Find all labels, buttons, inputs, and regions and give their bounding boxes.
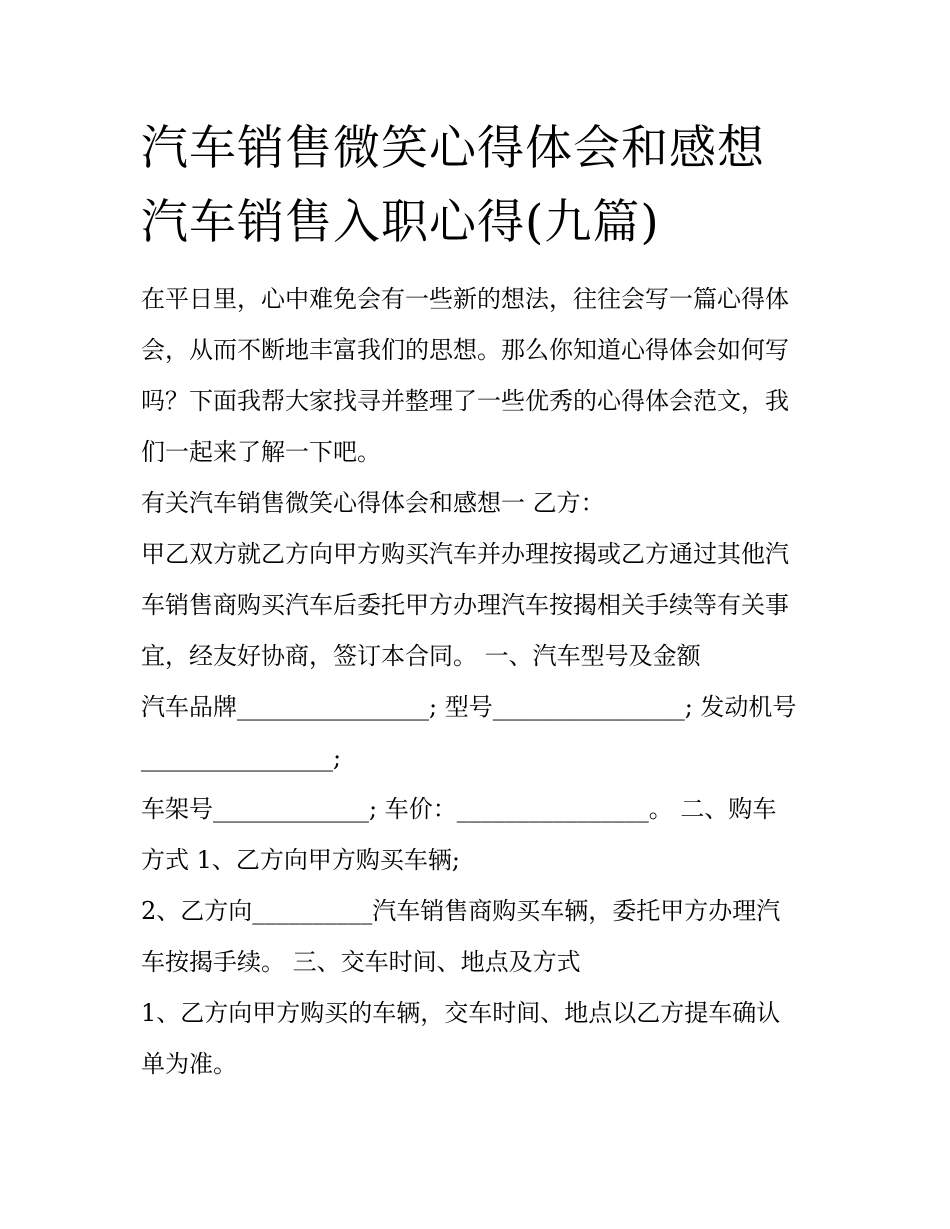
vehicle-info-paragraph <box>141 682 821 784</box>
section-heading <box>141 478 821 529</box>
delivery-line: 1、乙方向甲方购买的车辆，交车时间、地点以乙方提车确认 <box>141 999 781 1027</box>
contract-intro-paragraph <box>141 529 821 682</box>
frame-price-paragraph <box>141 784 821 886</box>
contract-intro-line: 宜，经友好协商，签订本合同。 一、汽车型号及金额 <box>141 642 701 670</box>
intro-line: 们一起来了解一下吧。 <box>141 438 381 466</box>
vehicle-info-line: ________________; <box>141 744 342 772</box>
document-page <box>141 112 821 1090</box>
intro-line: 吗？下面我帮大家找寻并整理了一些优秀的心得体会范文，我 <box>141 387 789 415</box>
dealer-purchase-paragraph <box>141 886 821 988</box>
vehicle-info-line: 汽车品牌________________; 型号________________; 发动机号 <box>141 693 797 721</box>
document-title-line-2: 汽车销售入职心得(九篇) <box>141 195 660 250</box>
intro-paragraph <box>141 274 821 478</box>
delivery-line: 单为准。 <box>141 1050 237 1078</box>
frame-price-line: 方式 1、乙方向甲方购买车辆; <box>141 846 460 874</box>
document-title-line-1: 汽车销售微笑心得体会和感想 <box>141 121 765 176</box>
delivery-paragraph <box>141 988 821 1090</box>
section-heading-text: 有关汽车销售微笑心得体会和感想一 乙方： <box>141 489 605 517</box>
contract-intro-line: 车销售商购买汽车后委托甲方办理汽车按揭相关手续等有关事 <box>141 591 789 619</box>
frame-price-line: 车架号_____________; 车价：________________。 二、购车 <box>141 795 777 823</box>
dealer-purchase-line: 2、乙方向__________汽车销售商购买车辆，委托甲方办理汽 <box>141 897 781 925</box>
intro-line: 会，从而不断地丰富我们的思想。那么你知道心得体会如何写 <box>141 336 789 364</box>
contract-intro-line: 甲乙双方就乙方向甲方购买汽车并办理按揭或乙方通过其他汽 <box>141 540 789 568</box>
dealer-purchase-line: 车按揭手续。 三、交车时间、地点及方式 <box>141 948 581 976</box>
intro-line: 在平日里，心中难免会有一些新的想法，往往会写一篇心得体 <box>141 285 789 313</box>
